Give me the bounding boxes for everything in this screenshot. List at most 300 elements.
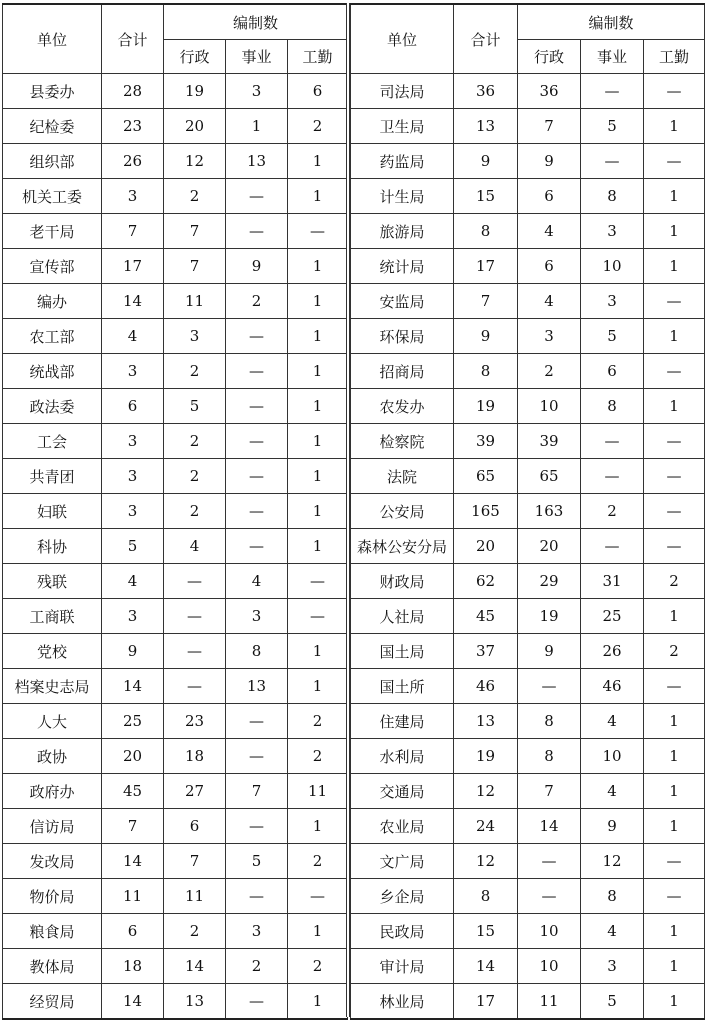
cell-worker: 1: [288, 984, 348, 1020]
cell-worker: 11: [288, 774, 348, 809]
cell-public: 10: [581, 739, 644, 774]
cell-unit: 森林公安分局: [351, 529, 454, 564]
cell-worker: 1: [288, 809, 348, 844]
cell-admin: 6: [518, 179, 581, 214]
table-row: [3, 914, 348, 949]
table-row: [3, 109, 348, 144]
cell-admin: 2: [164, 424, 226, 459]
cell-unit: 农业局: [351, 809, 454, 844]
table-row: [351, 739, 705, 774]
cell-unit: 国土所: [351, 669, 454, 704]
cell-worker: 2: [288, 109, 348, 144]
cell-total: 8: [454, 879, 518, 914]
cell-admin: 2: [164, 459, 226, 494]
cell-admin: —: [164, 634, 226, 669]
cell-admin: 2: [164, 914, 226, 949]
table-row: [3, 599, 348, 634]
cell-unit: 党校: [3, 634, 102, 669]
cell-unit: 司法局: [351, 74, 454, 109]
cell-public: —: [581, 459, 644, 494]
right-table-half: [350, 3, 704, 1020]
cell-admin: 2: [164, 179, 226, 214]
cell-unit: 政府办: [3, 774, 102, 809]
cell-total: 36: [454, 74, 518, 109]
cell-total: 6: [102, 389, 164, 424]
cell-public: 3: [226, 599, 288, 634]
cell-unit: 纪检委: [3, 109, 102, 144]
cell-admin: 9: [518, 144, 581, 179]
header-admin: 行政: [518, 40, 581, 74]
cell-public: —: [226, 529, 288, 564]
right-table: [350, 3, 705, 1020]
cell-total: 5: [102, 529, 164, 564]
table-row: [3, 704, 348, 739]
table-row: [351, 634, 705, 669]
cell-unit: 科协: [3, 529, 102, 564]
cell-worker: 1: [644, 249, 705, 284]
cell-total: 3: [102, 459, 164, 494]
cell-public: —: [226, 319, 288, 354]
table-row: [3, 879, 348, 914]
cell-admin: 18: [164, 739, 226, 774]
cell-public: —: [581, 529, 644, 564]
table-row: [351, 949, 705, 984]
cell-worker: 6: [288, 74, 348, 109]
table-row: [351, 74, 705, 109]
table-row: [351, 494, 705, 529]
table-row: [3, 389, 348, 424]
cell-unit: 安监局: [351, 284, 454, 319]
cell-admin: —: [164, 669, 226, 704]
table-row: [351, 354, 705, 389]
cell-public: 2: [226, 949, 288, 984]
header-total: 合计: [454, 4, 518, 74]
table-row: [351, 599, 705, 634]
cell-unit: 招商局: [351, 354, 454, 389]
cell-public: 4: [226, 564, 288, 599]
cell-total: 15: [454, 179, 518, 214]
cell-total: 11: [102, 879, 164, 914]
table-row: [351, 284, 705, 319]
cell-worker: 1: [644, 319, 705, 354]
cell-total: 9: [454, 144, 518, 179]
cell-unit: 老干局: [3, 214, 102, 249]
cell-unit: 农发办: [351, 389, 454, 424]
cell-unit: 公安局: [351, 494, 454, 529]
cell-unit: 政法委: [3, 389, 102, 424]
cell-admin: 14: [164, 949, 226, 984]
cell-admin: —: [518, 879, 581, 914]
table-row: [351, 669, 705, 704]
cell-admin: 7: [164, 249, 226, 284]
cell-total: 19: [454, 739, 518, 774]
table-row: [351, 704, 705, 739]
table-row: [3, 949, 348, 984]
cell-total: 62: [454, 564, 518, 599]
cell-public: —: [226, 809, 288, 844]
cell-public: —: [226, 459, 288, 494]
cell-unit: 县委办: [3, 74, 102, 109]
header-unit: 单位: [351, 4, 454, 74]
cell-admin: 9: [518, 634, 581, 669]
cell-worker: —: [288, 879, 348, 914]
cell-total: 13: [454, 704, 518, 739]
cell-total: 7: [102, 214, 164, 249]
header-public: 事业: [581, 40, 644, 74]
cell-total: 15: [454, 914, 518, 949]
cell-worker: 1: [288, 249, 348, 284]
table-row: [3, 144, 348, 179]
cell-public: 8: [581, 879, 644, 914]
table-row: [3, 739, 348, 774]
cell-worker: 1: [644, 214, 705, 249]
cell-public: —: [226, 984, 288, 1020]
cell-public: 4: [581, 914, 644, 949]
cell-public: 12: [581, 844, 644, 879]
cell-worker: 1: [644, 949, 705, 984]
cell-total: 65: [454, 459, 518, 494]
cell-public: 8: [226, 634, 288, 669]
cell-admin: —: [518, 669, 581, 704]
cell-worker: —: [288, 214, 348, 249]
cell-public: 9: [226, 249, 288, 284]
cell-worker: 2: [644, 634, 705, 669]
cell-admin: 3: [164, 319, 226, 354]
cell-unit: 乡企局: [351, 879, 454, 914]
table-row: [351, 459, 705, 494]
cell-worker: 2: [288, 704, 348, 739]
cell-public: 5: [581, 319, 644, 354]
cell-unit: 财政局: [351, 564, 454, 599]
cell-public: 3: [226, 74, 288, 109]
cell-admin: 4: [518, 214, 581, 249]
table-row: [3, 564, 348, 599]
cell-worker: —: [644, 354, 705, 389]
cell-total: 12: [454, 844, 518, 879]
cell-admin: 10: [518, 914, 581, 949]
cell-total: 14: [102, 844, 164, 879]
header-total: 合计: [102, 4, 164, 74]
table-row: [3, 459, 348, 494]
cell-unit: 档案史志局: [3, 669, 102, 704]
cell-unit: 工商联: [3, 599, 102, 634]
header-worker: 工勤: [644, 40, 705, 74]
cell-unit: 妇联: [3, 494, 102, 529]
cell-admin: 10: [518, 949, 581, 984]
cell-public: —: [226, 179, 288, 214]
cell-unit: 卫生局: [351, 109, 454, 144]
cell-admin: 20: [518, 529, 581, 564]
cell-public: 3: [581, 949, 644, 984]
table-row: [351, 984, 705, 1020]
cell-worker: 1: [644, 984, 705, 1020]
table-row: [3, 774, 348, 809]
table-row: [351, 109, 705, 144]
cell-admin: 7: [518, 109, 581, 144]
header-worker: 工勤: [288, 40, 348, 74]
table-row: [351, 249, 705, 284]
cell-admin: 6: [164, 809, 226, 844]
cell-unit: 信访局: [3, 809, 102, 844]
cell-public: 5: [226, 844, 288, 879]
cell-total: 17: [454, 249, 518, 284]
cell-total: 3: [102, 599, 164, 634]
cell-admin: 2: [518, 354, 581, 389]
cell-worker: 1: [644, 704, 705, 739]
cell-worker: 1: [288, 354, 348, 389]
table-row: [351, 389, 705, 424]
cell-worker: —: [644, 529, 705, 564]
cell-worker: 1: [644, 389, 705, 424]
cell-public: —: [226, 354, 288, 389]
cell-worker: 1: [288, 284, 348, 319]
cell-unit: 文广局: [351, 844, 454, 879]
cell-total: 45: [102, 774, 164, 809]
cell-public: 4: [581, 774, 644, 809]
table-row: [3, 249, 348, 284]
header-public: 事业: [226, 40, 288, 74]
cell-unit: 国土局: [351, 634, 454, 669]
cell-total: 46: [454, 669, 518, 704]
cell-admin: 5: [164, 389, 226, 424]
cell-worker: —: [644, 144, 705, 179]
cell-worker: 1: [288, 529, 348, 564]
cell-total: 165: [454, 494, 518, 529]
cell-unit: 工会: [3, 424, 102, 459]
cell-unit: 住建局: [351, 704, 454, 739]
cell-worker: 1: [288, 669, 348, 704]
cell-total: 19: [454, 389, 518, 424]
cell-unit: 人社局: [351, 599, 454, 634]
table-row: [351, 179, 705, 214]
cell-admin: 7: [518, 774, 581, 809]
cell-unit: 统计局: [351, 249, 454, 284]
cell-public: 31: [581, 564, 644, 599]
cell-unit: 农工部: [3, 319, 102, 354]
cell-public: —: [226, 214, 288, 249]
cell-admin: 3: [518, 319, 581, 354]
header-admin: 行政: [164, 40, 226, 74]
cell-worker: 1: [288, 494, 348, 529]
left-table-half: [2, 3, 347, 1020]
cell-public: —: [226, 879, 288, 914]
cell-worker: 1: [644, 179, 705, 214]
cell-public: —: [581, 424, 644, 459]
cell-unit: 经贸局: [3, 984, 102, 1020]
cell-total: 25: [102, 704, 164, 739]
cell-worker: —: [288, 599, 348, 634]
cell-admin: 11: [518, 984, 581, 1020]
cell-total: 18: [102, 949, 164, 984]
cell-total: 13: [454, 109, 518, 144]
cell-total: 26: [102, 144, 164, 179]
cell-unit: 共青团: [3, 459, 102, 494]
cell-public: 3: [581, 214, 644, 249]
cell-unit: 检察院: [351, 424, 454, 459]
table-row: [3, 634, 348, 669]
table-row: [3, 284, 348, 319]
table-row: [3, 984, 348, 1020]
cell-total: 45: [454, 599, 518, 634]
cell-unit: 发改局: [3, 844, 102, 879]
cell-unit: 物价局: [3, 879, 102, 914]
cell-public: 2: [581, 494, 644, 529]
cell-worker: 1: [288, 914, 348, 949]
cell-admin: 2: [164, 494, 226, 529]
cell-worker: 1: [644, 599, 705, 634]
cell-worker: —: [644, 844, 705, 879]
table-row: [351, 914, 705, 949]
table-row: [3, 844, 348, 879]
right-table-body: [351, 74, 705, 1020]
cell-total: 6: [102, 914, 164, 949]
cell-total: 20: [454, 529, 518, 564]
cell-public: —: [581, 74, 644, 109]
cell-worker: 1: [288, 389, 348, 424]
table-row: [3, 354, 348, 389]
cell-public: 3: [226, 914, 288, 949]
table-row: [351, 774, 705, 809]
cell-worker: —: [644, 424, 705, 459]
cell-total: 3: [102, 354, 164, 389]
cell-worker: 1: [288, 179, 348, 214]
cell-public: 13: [226, 144, 288, 179]
cell-admin: 12: [164, 144, 226, 179]
cell-admin: 2: [164, 354, 226, 389]
cell-public: 9: [581, 809, 644, 844]
cell-unit: 民政局: [351, 914, 454, 949]
cell-admin: 8: [518, 704, 581, 739]
cell-admin: 10: [518, 389, 581, 424]
header-staffing: 编制数: [518, 4, 705, 40]
cell-public: —: [226, 389, 288, 424]
table-row: [3, 319, 348, 354]
cell-worker: 1: [644, 109, 705, 144]
cell-worker: 2: [288, 844, 348, 879]
cell-worker: 1: [288, 144, 348, 179]
cell-total: 8: [454, 354, 518, 389]
cell-total: 17: [454, 984, 518, 1020]
cell-worker: —: [644, 74, 705, 109]
cell-public: 1: [226, 109, 288, 144]
cell-worker: 2: [288, 949, 348, 984]
cell-public: —: [581, 144, 644, 179]
cell-unit: 编办: [3, 284, 102, 319]
cell-admin: 7: [164, 214, 226, 249]
cell-public: 4: [581, 704, 644, 739]
cell-admin: —: [164, 564, 226, 599]
cell-admin: 20: [164, 109, 226, 144]
cell-total: 3: [102, 179, 164, 214]
cell-worker: —: [644, 669, 705, 704]
cell-total: 24: [454, 809, 518, 844]
cell-admin: 6: [518, 249, 581, 284]
cell-unit: 药监局: [351, 144, 454, 179]
table-row: [3, 809, 348, 844]
cell-unit: 政协: [3, 739, 102, 774]
cell-admin: 19: [518, 599, 581, 634]
header-unit: 单位: [3, 4, 102, 74]
cell-admin: 65: [518, 459, 581, 494]
cell-worker: —: [644, 459, 705, 494]
cell-public: 8: [581, 389, 644, 424]
cell-worker: 1: [288, 459, 348, 494]
cell-unit: 教体局: [3, 949, 102, 984]
cell-total: 14: [102, 284, 164, 319]
cell-worker: 1: [644, 809, 705, 844]
cell-unit: 组织部: [3, 144, 102, 179]
cell-admin: 14: [518, 809, 581, 844]
header-staffing: 编制数: [164, 4, 348, 40]
cell-unit: 环保局: [351, 319, 454, 354]
table-row: [3, 494, 348, 529]
table-row: [351, 564, 705, 599]
cell-admin: 19: [164, 74, 226, 109]
table-row: [351, 809, 705, 844]
cell-admin: 163: [518, 494, 581, 529]
table-row: [3, 529, 348, 564]
cell-public: —: [226, 424, 288, 459]
cell-public: 25: [581, 599, 644, 634]
cell-admin: 29: [518, 564, 581, 599]
cell-worker: 1: [288, 319, 348, 354]
cell-admin: 23: [164, 704, 226, 739]
table-row: [351, 214, 705, 249]
cell-total: 20: [102, 739, 164, 774]
cell-total: 28: [102, 74, 164, 109]
cell-public: 13: [226, 669, 288, 704]
cell-worker: 1: [288, 634, 348, 669]
cell-total: 9: [454, 319, 518, 354]
cell-total: 37: [454, 634, 518, 669]
cell-admin: 4: [518, 284, 581, 319]
cell-admin: 27: [164, 774, 226, 809]
table-row: [3, 214, 348, 249]
table-row: [351, 844, 705, 879]
cell-total: 23: [102, 109, 164, 144]
cell-unit: 旅游局: [351, 214, 454, 249]
cell-worker: —: [644, 494, 705, 529]
cell-public: 26: [581, 634, 644, 669]
cell-unit: 计生局: [351, 179, 454, 214]
cell-worker: —: [288, 564, 348, 599]
cell-public: 7: [226, 774, 288, 809]
cell-admin: —: [518, 844, 581, 879]
cell-public: —: [226, 494, 288, 529]
cell-unit: 统战部: [3, 354, 102, 389]
cell-unit: 粮食局: [3, 914, 102, 949]
cell-unit: 机关工委: [3, 179, 102, 214]
table-row: [351, 424, 705, 459]
left-table: [2, 3, 348, 1020]
cell-total: 3: [102, 494, 164, 529]
cell-public: 3: [581, 284, 644, 319]
cell-admin: 11: [164, 284, 226, 319]
cell-unit: 残联: [3, 564, 102, 599]
table-row: [3, 74, 348, 109]
cell-unit: 交通局: [351, 774, 454, 809]
cell-total: 4: [102, 564, 164, 599]
cell-worker: 1: [644, 774, 705, 809]
table-row: [351, 529, 705, 564]
table-row: [3, 179, 348, 214]
cell-total: 14: [102, 984, 164, 1020]
table-row: [351, 319, 705, 354]
cell-total: 7: [454, 284, 518, 319]
cell-total: 39: [454, 424, 518, 459]
table-row: [351, 144, 705, 179]
cell-admin: 4: [164, 529, 226, 564]
